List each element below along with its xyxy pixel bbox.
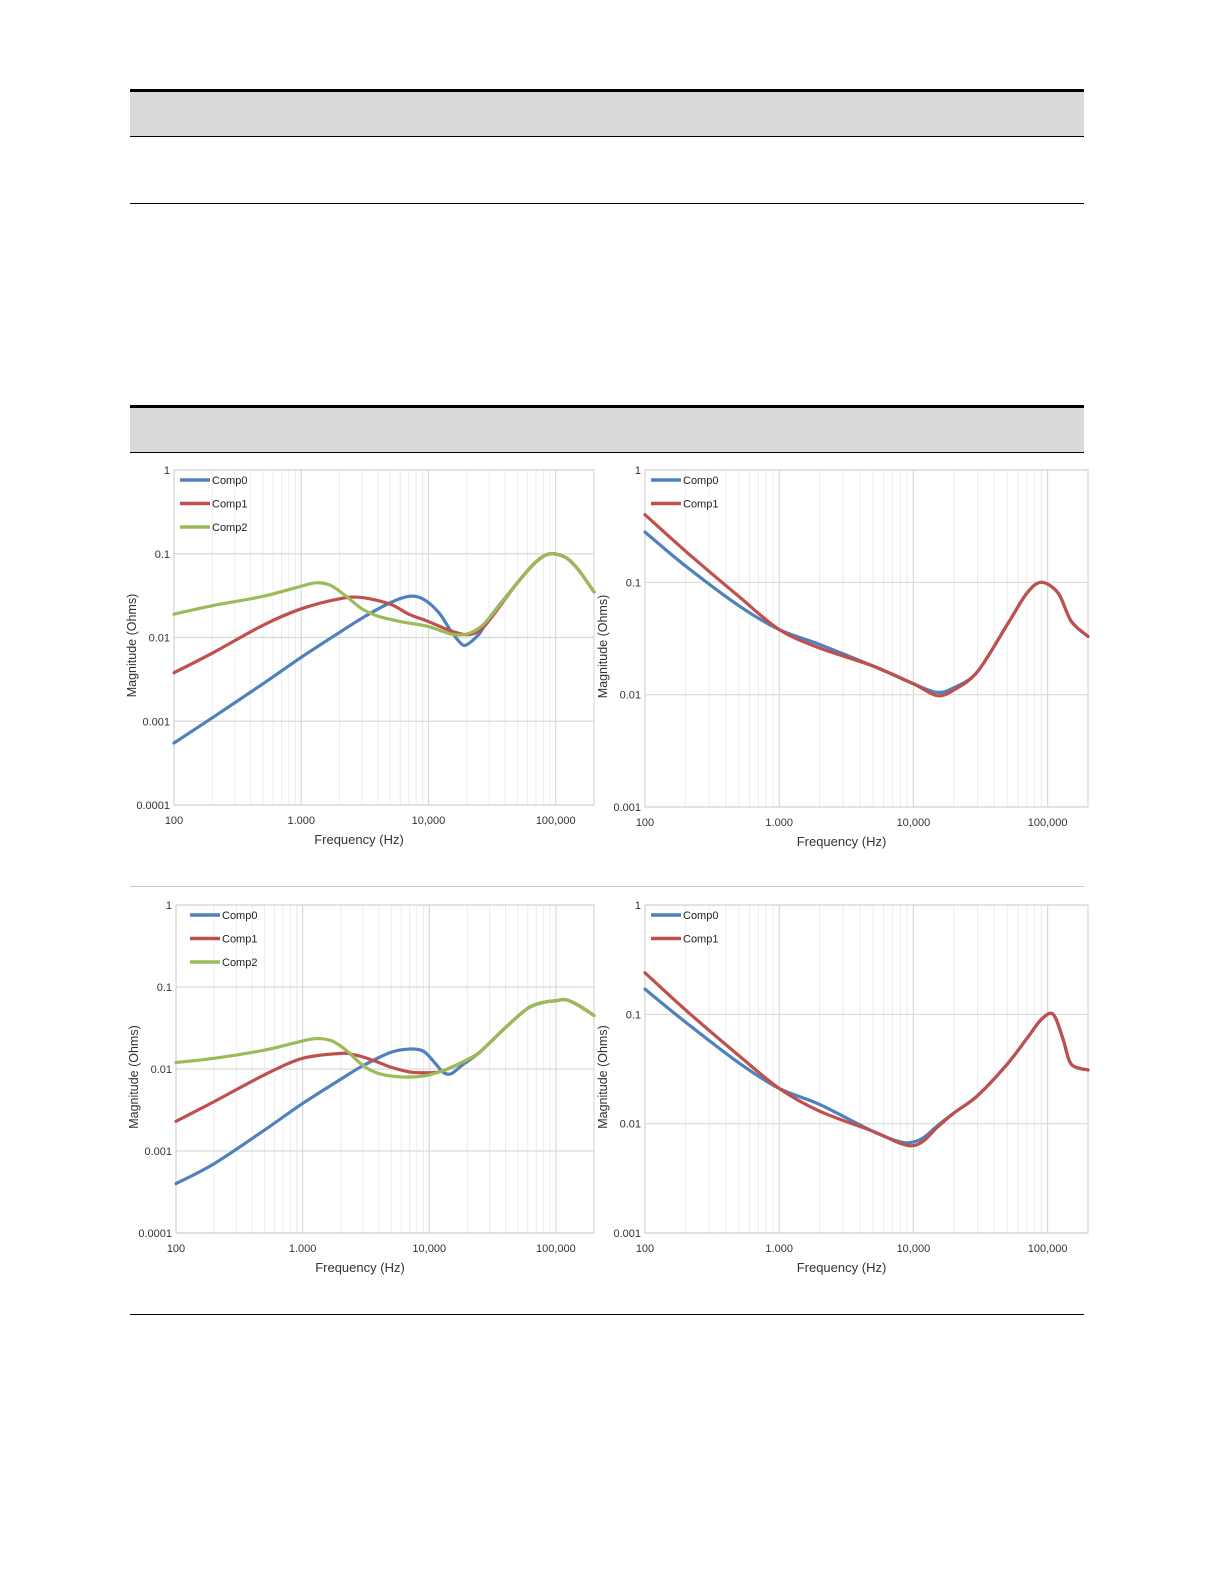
plot-frame (645, 905, 1088, 1233)
y-tick-label: 0.1 (156, 982, 172, 994)
y-tick-label: 0.0001 (136, 800, 170, 812)
legend-label-comp0: Comp0 (683, 475, 719, 487)
y-tick-label: 0.01 (619, 1118, 641, 1131)
y-tick-label: 0.0001 (138, 1228, 172, 1240)
x-tick-label: 100 (635, 1243, 655, 1255)
x-axis-title: Frequency (Hz) (796, 1260, 887, 1275)
x-tick-label: 10,000 (411, 815, 446, 827)
y-tick-label: 0.001 (613, 1228, 641, 1240)
legend-label-comp2: Comp2 (212, 522, 248, 534)
legend-label-comp0: Comp0 (683, 910, 719, 922)
legend-label-comp2: Comp2 (222, 957, 258, 969)
x-axis-title: Frequency (Hz) (796, 834, 887, 849)
x-tick-label: 10,000 (896, 817, 931, 829)
y-tick-label: 0.001 (144, 1146, 172, 1158)
x-tick-label: 100,000 (535, 815, 576, 827)
legend-label-comp0: Comp0 (222, 910, 258, 922)
y-tick-label: 0.1 (625, 1009, 641, 1022)
x-tick-label: 10,000 (896, 1243, 931, 1255)
x-tick-label: 1.000 (765, 1243, 793, 1255)
y-tick-label: 0.001 (142, 716, 170, 729)
x-tick-label: 100 (635, 817, 655, 829)
y-tick-label: 0.01 (150, 1064, 172, 1076)
legend-label-comp1: Comp1 (212, 498, 248, 511)
x-tick-label: 100,000 (535, 1243, 576, 1255)
x-tick-label: 100 (164, 815, 184, 827)
x-tick-label: 100,000 (1027, 817, 1068, 829)
y-axis-title: Magnitude (Ohms) (127, 1025, 141, 1129)
y-tick-label: 0.1 (154, 548, 170, 561)
y-axis-title: Magnitude (Ohms) (596, 1025, 610, 1129)
x-axis-title: Frequency (Hz) (315, 1260, 405, 1275)
y-axis-title: Magnitude (Ohms) (596, 594, 610, 699)
y-tick-label: 1 (634, 900, 641, 912)
legend-label-comp0: Comp0 (212, 475, 248, 487)
legend-label-comp1: Comp1 (683, 933, 719, 946)
y-tick-label: 1 (163, 465, 170, 477)
x-axis-title: Frequency (Hz) (314, 832, 404, 847)
x-tick-label: 1.000 (765, 817, 793, 829)
x-tick-label: 100,000 (1027, 1243, 1068, 1255)
x-tick-label: 10,000 (412, 1243, 447, 1255)
y-tick-label: 0.001 (613, 802, 641, 814)
y-tick-label: 0.1 (625, 577, 641, 590)
x-tick-label: 100 (166, 1243, 186, 1255)
y-tick-label: 0.01 (619, 689, 641, 702)
y-tick-label: 1 (634, 465, 641, 477)
x-tick-label: 1.000 (288, 1243, 317, 1255)
legend-label-comp1: Comp1 (683, 498, 719, 511)
series-line-comp1 (645, 973, 1088, 1146)
x-tick-label: 1.000 (287, 815, 315, 827)
y-axis-title: Magnitude (Ohms) (125, 593, 139, 698)
series-line-comp0 (645, 989, 1088, 1143)
y-tick-label: 0.01 (148, 632, 170, 645)
y-tick-label: 1 (165, 900, 172, 912)
legend-label-comp1: Comp1 (222, 933, 258, 946)
